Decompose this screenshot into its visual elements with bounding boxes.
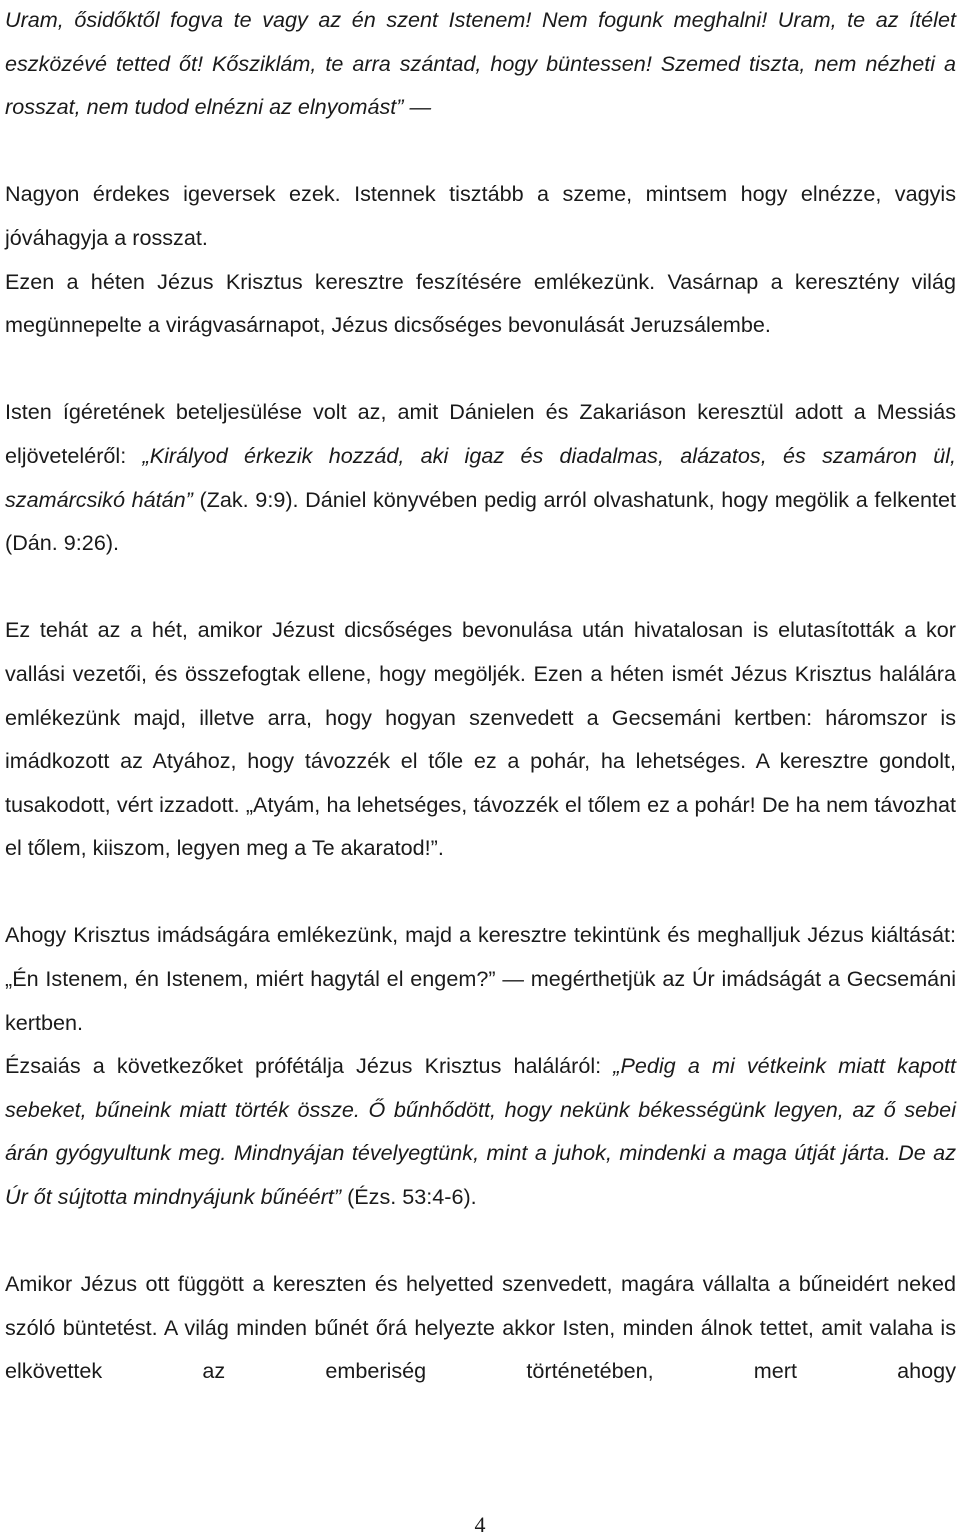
paragraph-7-text-after: (Ézs. 53:4-6). <box>341 1184 477 1210</box>
paragraph-8-text: Amikor Jézus ott függött a kereszten és helyetted szenvedett, magára vállalta a bűneidért neked szóló büntetést. A világ minden bűnét őrá helyezte akkor Isten, minden álnok tettet, amit valaha is elkövettek az emberiség történetében, mert ahogy <box>5 1271 956 1384</box>
paragraph-8 <box>5 1262 956 1393</box>
paragraph-3-text: Ezen a héten Jézus Krisztus keresztre feszítésére emlékezünk. Vasárnap a keresztény világ megünnepelte a virágvasárnapot, Jézus dicsőséges bevonulását Jeruzsálembe. <box>5 268 956 338</box>
paragraph-4-text-before: Isten ígéretének beteljesülése volt az, amit Dánielen és Zakariáson keresztül adott a Messiás eljöveteléről: <box>5 399 956 468</box>
paragraph-gap <box>5 129 956 173</box>
paragraph-4-text-after: (Zak. 9:9). Dániel könyvében pedig arról olvashatunk, hogy megölik a felkentet (Dán. 9:26). <box>5 486 957 556</box>
paragraph-4 <box>5 390 956 564</box>
paragraph-7-quote: „Pedig a mi vétkeink miatt kapott sebeket, bűneink miatt törték össze. Ő bűnhődött, hogy nekünk békességünk legyen, az ő sebei árán gyógyultunk meg. Mindnyájan tévelyegtünk, mint a juhok, mindenki a maga útját járta. De az Úr őt sújtotta mindnyájunk bűnéért” <box>5 1053 956 1210</box>
paragraph-2-text: Nagyon érdekes igeversek ezek. Istennek tisztább a szeme, mintsem hogy elnézze, vagyis jóváhagyja a rosszat. <box>5 181 956 250</box>
paragraph-7 <box>5 1044 956 1218</box>
paragraph-gap <box>5 870 956 914</box>
paragraph-gap <box>5 347 956 391</box>
paragraph-quote <box>5 0 956 129</box>
paragraph-gap <box>5 1219 956 1263</box>
page-number: 4 <box>474 1512 486 1537</box>
paragraph-6-text: Ahogy Krisztus imádságára emlékezünk, majd a keresztre tekintünk és meghalljuk Jézus kiáltását: „Én Istenem, én Istenem, miért hagytál el engem?” — megérthetjük az Úr imádságát a Gecsemáni kertben. <box>5 922 956 1035</box>
paragraph-5 <box>5 608 956 870</box>
paragraph-7-text-before: Ézsaiás a következőket prófétálja Jézus Krisztus haláláról: <box>5 1053 614 1079</box>
paragraph-6 <box>5 913 956 1044</box>
paragraph-5-text: Ez tehát az a hét, amikor Jézust dicsőséges bevonulása után hivatalosan is elutasították a kor vallási vezetői, és összefogtak ellene, hogy megöljék. Ezen a héten ismét Jézus Krisztus halálára emlékezünk majd, illetve arra, hogy hogyan szenvedett a Gecsemáni kertben: háromszor is imádkozott az Atyához, hogy távozzék el tőle ez a pohár, ha lehetséges. A keresztre gondolt, tusakodott, vért izzadott. „Atyám, ha lehetséges, távozzék el tőlem ez a pohár! De ha nem távozhat el tőlem, kiiszom, legyen meg a Te akaratod!”. <box>5 617 956 861</box>
paragraph-3 <box>5 260 956 347</box>
paragraph-2 <box>5 172 956 259</box>
paragraph-quote-text: Uram, ősidőktől fogva te vagy az én szent Istenem! Nem fogunk meghalni! Uram, te az ítélet eszközévé tetted őt! Kősziklám, te arra szántad, hogy büntessen! Szemed tiszta, nem nézheti a rosszat, nem tudod elnézni az elnyomást” — <box>5 7 956 120</box>
paragraph-gap <box>5 565 956 609</box>
paragraph-4-quote: „Királyod érkezik hozzád, aki igaz és diadalmas, alázatos, és szamáron ül, szamárcsikó hátán” <box>5 442 956 512</box>
document-page <box>5 0 956 1393</box>
